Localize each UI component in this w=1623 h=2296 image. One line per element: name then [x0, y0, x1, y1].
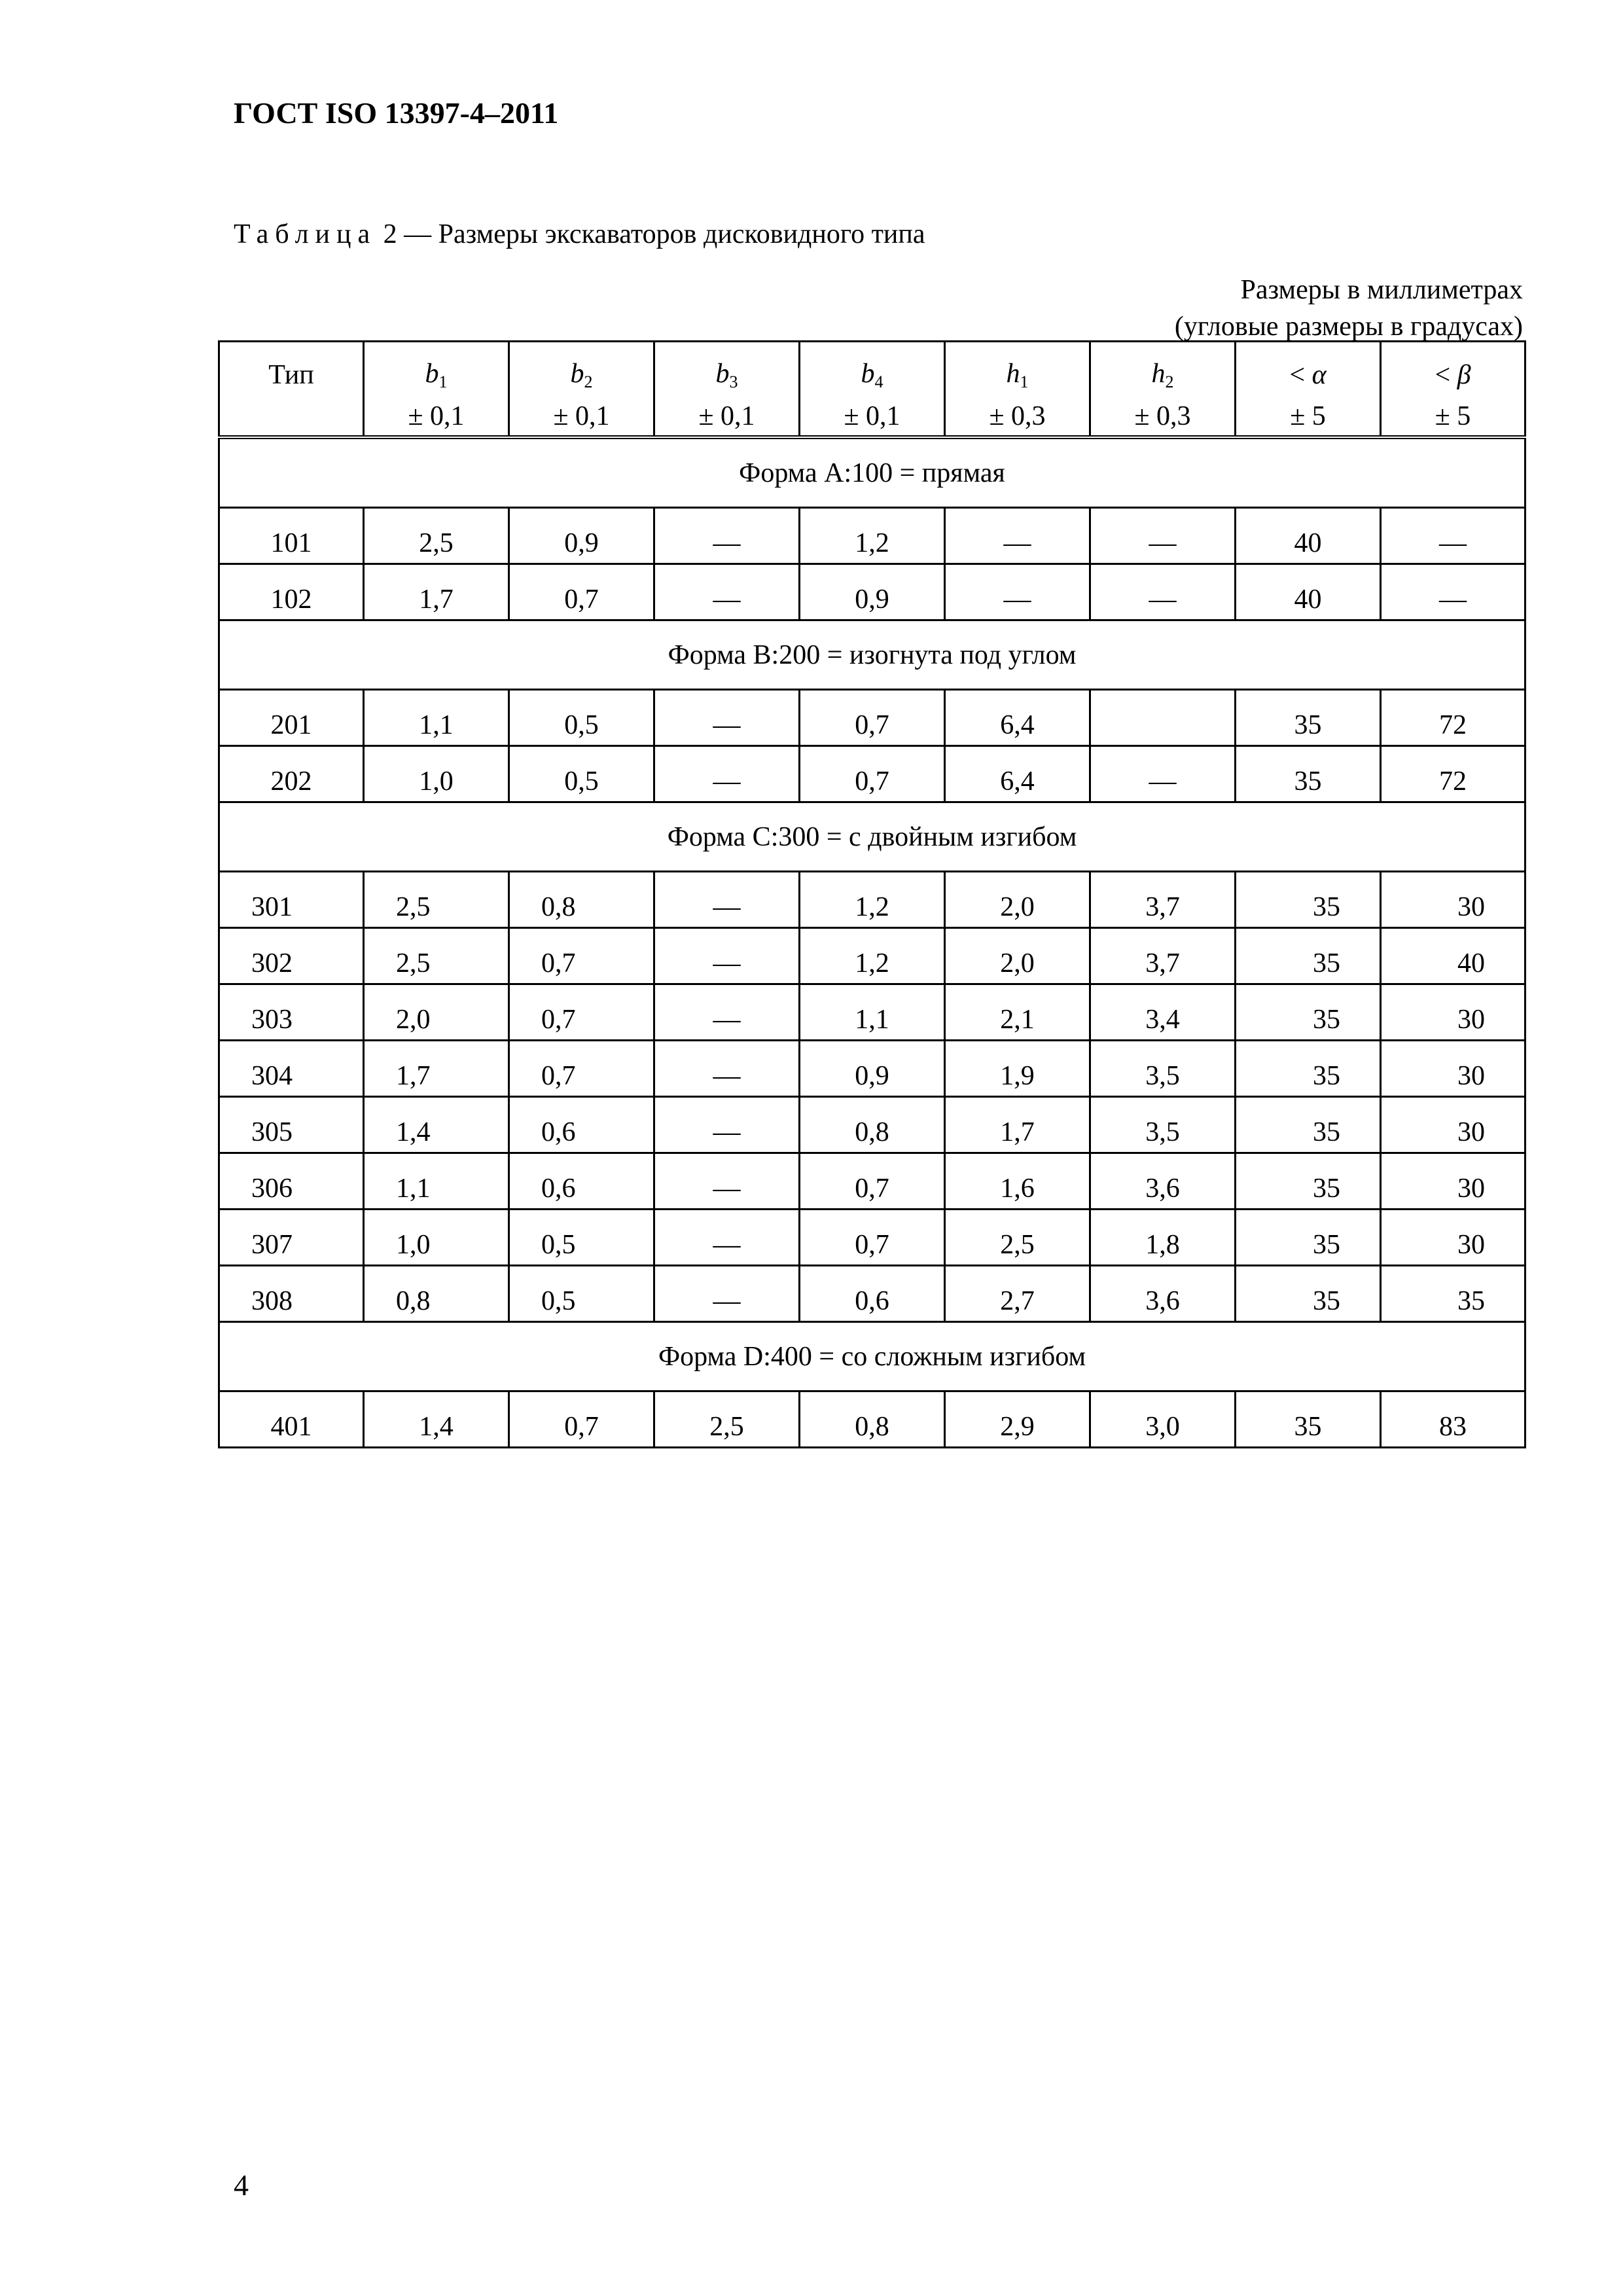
cell-beta: 30	[1381, 984, 1525, 1041]
col-header-b3	[654, 342, 800, 398]
caption-word: Таблица	[234, 219, 377, 249]
tolerance-type	[219, 397, 364, 437]
cell-h2: 3,5	[1090, 1097, 1236, 1153]
tolerance-b2: ± 0,1	[509, 397, 654, 437]
b2-sub: 2	[584, 372, 593, 391]
cell-b3: —	[654, 690, 800, 746]
cell-h2: —	[1090, 746, 1236, 802]
cell-beta: 30	[1381, 872, 1525, 928]
cell-b2: 0,6	[509, 1097, 654, 1153]
cell-b2: 0,9	[509, 508, 654, 564]
col-header-b1	[364, 342, 509, 398]
cell-b1: 1,1	[364, 1153, 509, 1210]
cell-b4: 1,2	[800, 928, 945, 984]
table-row	[219, 1391, 1525, 1448]
tolerance-alpha: ± 5	[1236, 397, 1381, 437]
cell-b1: 1,7	[364, 1041, 509, 1097]
alpha-lt: <	[1289, 360, 1312, 390]
header-row	[219, 342, 1525, 398]
cell-b3: —	[654, 872, 800, 928]
alpha-symbol: α	[1311, 360, 1327, 390]
units-line-2: (угловые размеры в градусах)	[1174, 312, 1523, 342]
cell-h1: 2,1	[945, 984, 1090, 1041]
cell-b4: 0,8	[800, 1097, 945, 1153]
cell-b1: 1,7	[364, 564, 509, 620]
cell-b1: 1,4	[364, 1097, 509, 1153]
cell-h2: —	[1090, 564, 1236, 620]
h2-sub: 2	[1165, 372, 1174, 391]
cell-b3: —	[654, 564, 800, 620]
tolerance-h1: ± 0,3	[945, 397, 1090, 437]
b4-symbol: b	[861, 359, 875, 389]
cell-alpha: 35	[1236, 746, 1381, 802]
cell-beta: —	[1381, 564, 1525, 620]
dimensions-table	[218, 340, 1526, 1448]
page-number: 4	[234, 2168, 249, 2202]
cell-beta: 83	[1381, 1391, 1525, 1448]
cell-b3: —	[654, 1097, 800, 1153]
tolerance-b3: ± 0,1	[654, 397, 800, 437]
cell-beta: 72	[1381, 690, 1525, 746]
cell-h1: 2,9	[945, 1391, 1090, 1448]
cell-type: 302	[219, 928, 364, 984]
table-row	[219, 1153, 1525, 1210]
cell-b4: 1,1	[800, 984, 945, 1041]
cell-b2: 0,5	[509, 1210, 654, 1266]
units-note	[1065, 272, 1523, 345]
cell-type: 305	[219, 1097, 364, 1153]
cell-beta: 30	[1381, 1041, 1525, 1097]
cell-alpha: 35	[1236, 928, 1381, 984]
cell-b1: 2,0	[364, 984, 509, 1041]
cell-h2	[1090, 690, 1236, 746]
cell-b1: 2,5	[364, 872, 509, 928]
cell-type: 308	[219, 1266, 364, 1322]
b3-sub: 3	[729, 372, 738, 391]
table-row	[219, 508, 1525, 564]
cell-h1: 6,4	[945, 690, 1090, 746]
cell-b1: 2,5	[364, 928, 509, 984]
h1-symbol: h	[1006, 359, 1020, 389]
cell-h2: 3,4	[1090, 984, 1236, 1041]
table-row	[219, 984, 1525, 1041]
cell-alpha: 35	[1236, 1210, 1381, 1266]
cell-h1: 2,0	[945, 928, 1090, 984]
tolerance-row	[219, 397, 1525, 437]
cell-b3: 2,5	[654, 1391, 800, 1448]
cell-b4: 0,8	[800, 1391, 945, 1448]
cell-b1: 2,5	[364, 508, 509, 564]
cell-h2: 3,6	[1090, 1266, 1236, 1322]
cell-type: 301	[219, 872, 364, 928]
cell-type: 303	[219, 984, 364, 1041]
section-row	[219, 1322, 1525, 1391]
cell-b4: 1,2	[800, 508, 945, 564]
cell-b3: —	[654, 1041, 800, 1097]
cell-b4: 0,6	[800, 1266, 945, 1322]
cell-b2: 0,7	[509, 928, 654, 984]
table-body	[219, 342, 1525, 1448]
cell-alpha: 40	[1236, 508, 1381, 564]
cell-b3: —	[654, 928, 800, 984]
cell-b4: 0,7	[800, 1153, 945, 1210]
tolerance-h2: ± 0,3	[1090, 397, 1236, 437]
col-header-h1	[945, 342, 1090, 398]
cell-h2: 3,6	[1090, 1153, 1236, 1210]
cell-alpha: 35	[1236, 690, 1381, 746]
document-header: ГОСТ ISO 13397-4–2011	[234, 96, 559, 130]
col-header-beta	[1381, 342, 1525, 398]
cell-h2: 3,7	[1090, 872, 1236, 928]
table-row	[219, 564, 1525, 620]
units-line-1: Размеры в миллиметрах	[1240, 275, 1523, 305]
cell-beta: 35	[1381, 1266, 1525, 1322]
cell-type: 101	[219, 508, 364, 564]
section-title: Форма С:300 = с двойным изгибом	[219, 802, 1525, 872]
cell-h1: 1,6	[945, 1153, 1090, 1210]
cell-alpha: 35	[1236, 1391, 1381, 1448]
cell-alpha: 35	[1236, 1266, 1381, 1322]
cell-b2: 0,7	[509, 564, 654, 620]
cell-h1: 6,4	[945, 746, 1090, 802]
table-row	[219, 1097, 1525, 1153]
h1-sub: 1	[1020, 372, 1029, 391]
table-row	[219, 690, 1525, 746]
cell-b3: —	[654, 1266, 800, 1322]
cell-h1: 2,5	[945, 1210, 1090, 1266]
cell-b1: 1,4	[364, 1391, 509, 1448]
cell-b2: 0,7	[509, 1391, 654, 1448]
cell-beta: 72	[1381, 746, 1525, 802]
col-header-type: Тип	[219, 342, 364, 398]
cell-b1: 0,8	[364, 1266, 509, 1322]
cell-b2: 0,5	[509, 1266, 654, 1322]
cell-b4: 1,2	[800, 872, 945, 928]
tolerance-b4: ± 0,1	[800, 397, 945, 437]
table-row	[219, 1041, 1525, 1097]
table-row	[219, 746, 1525, 802]
b1-sub: 1	[438, 372, 448, 391]
b2-symbol: b	[570, 359, 584, 389]
cell-beta: 30	[1381, 1153, 1525, 1210]
cell-b3: —	[654, 1153, 800, 1210]
cell-alpha: 35	[1236, 1153, 1381, 1210]
cell-alpha: 35	[1236, 872, 1381, 928]
b1-symbol: b	[425, 359, 439, 389]
cell-type: 307	[219, 1210, 364, 1266]
cell-h1: —	[945, 508, 1090, 564]
cell-h1: 1,9	[945, 1041, 1090, 1097]
cell-b1: 1,0	[364, 746, 509, 802]
b3-symbol: b	[715, 359, 730, 389]
section-row	[219, 620, 1525, 690]
section-title: Форма В:200 = изогнута под углом	[219, 620, 1525, 690]
cell-b1: 1,1	[364, 690, 509, 746]
cell-b2: 0,7	[509, 1041, 654, 1097]
cell-type: 102	[219, 564, 364, 620]
section-row	[219, 437, 1525, 508]
cell-type: 202	[219, 746, 364, 802]
cell-b3: —	[654, 984, 800, 1041]
cell-alpha: 35	[1236, 1097, 1381, 1153]
cell-alpha: 35	[1236, 984, 1381, 1041]
beta-symbol: β	[1457, 360, 1471, 390]
cell-b4: 0,9	[800, 1041, 945, 1097]
cell-type: 304	[219, 1041, 364, 1097]
cell-h1: —	[945, 564, 1090, 620]
cell-h2: 3,7	[1090, 928, 1236, 984]
cell-h2: —	[1090, 508, 1236, 564]
table-caption	[234, 219, 925, 250]
cell-b2: 0,6	[509, 1153, 654, 1210]
col-header-b2	[509, 342, 654, 398]
b4-sub: 4	[874, 372, 883, 391]
table-row	[219, 1266, 1525, 1322]
cell-b3: —	[654, 1210, 800, 1266]
cell-b4: 0,7	[800, 690, 945, 746]
beta-lt: <	[1435, 360, 1457, 390]
col-header-b4	[800, 342, 945, 398]
cell-h2: 3,0	[1090, 1391, 1236, 1448]
cell-beta: 40	[1381, 928, 1525, 984]
cell-b2: 0,8	[509, 872, 654, 928]
col-header-h2	[1090, 342, 1236, 398]
cell-h2: 3,5	[1090, 1041, 1236, 1097]
cell-b4: 0,7	[800, 746, 945, 802]
section-row	[219, 802, 1525, 872]
tolerance-beta: ± 5	[1381, 397, 1525, 437]
cell-h2: 1,8	[1090, 1210, 1236, 1266]
cell-b4: 0,9	[800, 564, 945, 620]
cell-type: 306	[219, 1153, 364, 1210]
cell-b4: 0,7	[800, 1210, 945, 1266]
cell-alpha: 35	[1236, 1041, 1381, 1097]
cell-alpha: 40	[1236, 564, 1381, 620]
cell-h1: 1,7	[945, 1097, 1090, 1153]
cell-type: 201	[219, 690, 364, 746]
cell-b3: —	[654, 508, 800, 564]
cell-beta: 30	[1381, 1097, 1525, 1153]
cell-b2: 0,5	[509, 746, 654, 802]
table-row	[219, 872, 1525, 928]
table-row	[219, 1210, 1525, 1266]
caption-text: 2 — Размеры экскаваторов дисковидного типа	[383, 219, 925, 249]
cell-beta: 30	[1381, 1210, 1525, 1266]
section-title: Форма А:100 = прямая	[219, 437, 1525, 508]
h2-symbol: h	[1151, 359, 1166, 389]
cell-type: 401	[219, 1391, 364, 1448]
tolerance-b1: ± 0,1	[364, 397, 509, 437]
cell-beta: —	[1381, 508, 1525, 564]
table-row	[219, 928, 1525, 984]
cell-h1: 2,0	[945, 872, 1090, 928]
section-title: Форма D:400 = со сложным изгибом	[219, 1322, 1525, 1391]
cell-b2: 0,7	[509, 984, 654, 1041]
cell-b1: 1,0	[364, 1210, 509, 1266]
col-header-alpha	[1236, 342, 1381, 398]
cell-h1: 2,7	[945, 1266, 1090, 1322]
cell-b2: 0,5	[509, 690, 654, 746]
cell-b3: —	[654, 746, 800, 802]
